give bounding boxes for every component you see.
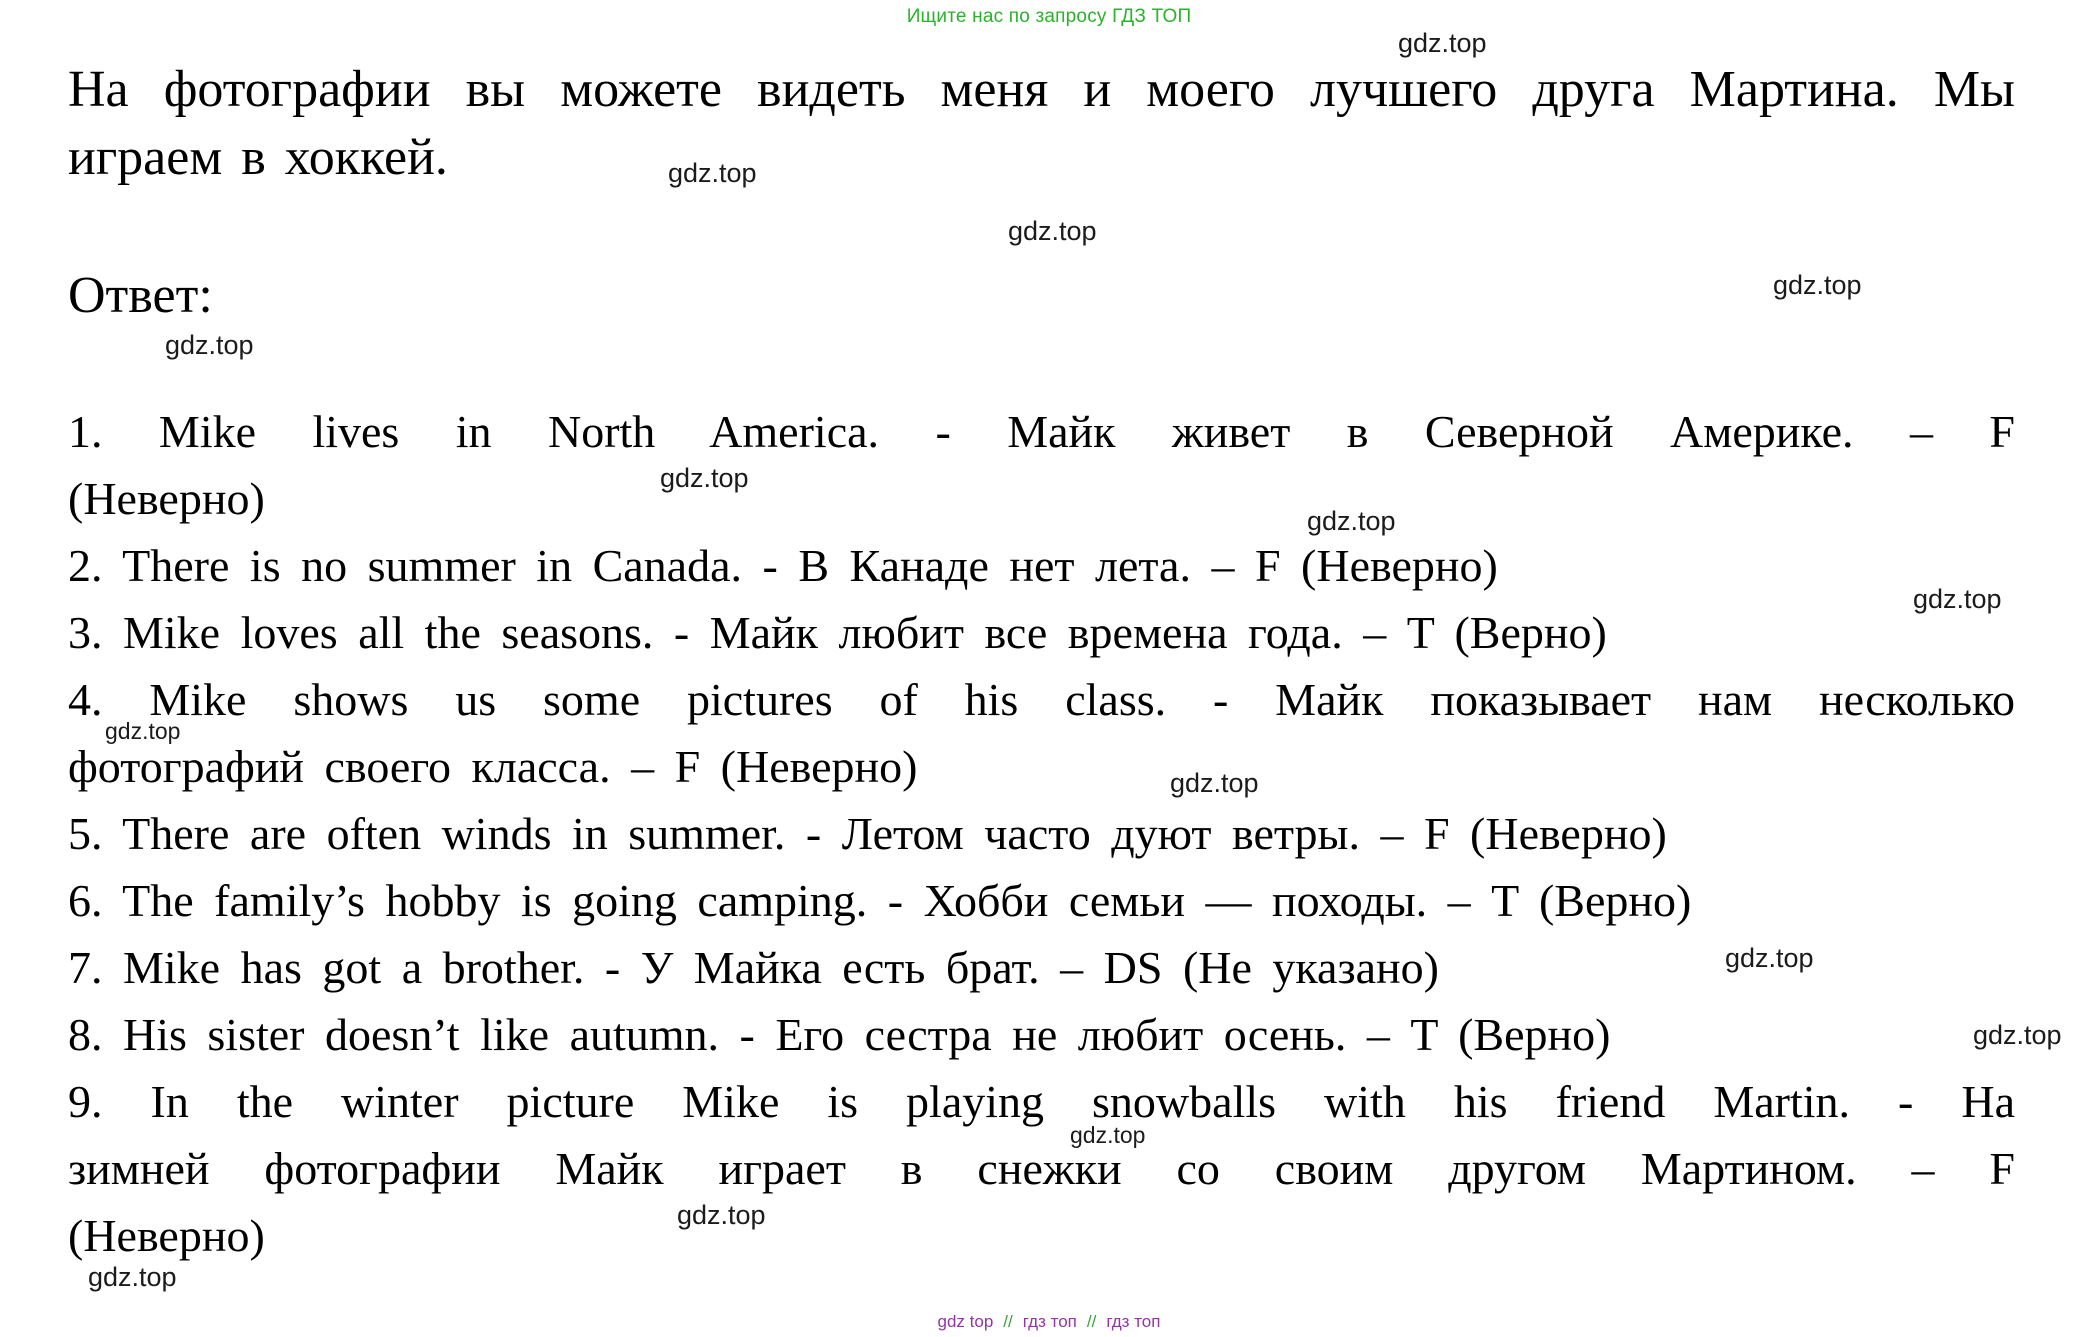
answer-line: зимней фотографии Майк играет в снежки со своим другом Мартином. – F: [68, 1143, 2015, 1194]
footer-token: гдз топ: [1106, 1312, 1161, 1331]
gdz-watermark: gdz.top: [88, 1262, 177, 1292]
gdz-watermark: gdz.top: [1008, 216, 1097, 246]
answer-line: 8. His sister doesn’t like autumn. - Его сестра не любит осень. – T (Верно): [68, 1009, 1611, 1060]
answer-line: 7. Mike has got a brother. - У Майка есть брат. – DS (Не указано): [68, 942, 1439, 993]
footer-token: gdz top: [937, 1312, 994, 1331]
gdz-watermark: gdz.top: [1307, 506, 1396, 536]
footer-watermark: [0, 1312, 2098, 1332]
footer-separator: //: [1003, 1312, 1013, 1331]
gdz-watermark: gdz.top: [1773, 270, 1862, 300]
footer-separator: //: [1086, 1312, 1097, 1331]
answer-line: 4. Mike shows us some pictures of his class. - Майк показывает нам несколько: [68, 674, 2015, 725]
answer-line: 6. The family’s hobby is going camping. - Хобби семьи — походы. – T (Верно): [68, 875, 1692, 926]
gdz-watermark: gdz.top: [1170, 768, 1259, 798]
gdz-watermark: gdz.top: [668, 158, 757, 188]
gdz-watermark: gdz.top: [1725, 943, 1814, 973]
intro-line-2: играем в хоккей.: [68, 129, 448, 186]
gdz-watermark: gdz.top: [1913, 584, 2002, 614]
gdz-watermark: gdz.top: [105, 718, 181, 744]
gdz-watermark: gdz.top: [677, 1200, 766, 1230]
answer-line: 2. There is no summer in Canada. - В Канаде нет лета. – F (Неверно): [68, 540, 1498, 591]
footer-token: гдз топ: [1022, 1312, 1077, 1331]
intro-line-1: На фотографии вы можете видеть меня и моего лучшего друга Мартина. Мы: [68, 61, 2015, 118]
answer-line: 9. In the winter picture Mike is playing snowballs with his friend Martin. - На: [68, 1076, 2015, 1127]
gdz-watermark: gdz.top: [1070, 1122, 1146, 1148]
answers-list: [68, 398, 2015, 1269]
gdz-watermark: gdz.top: [1398, 28, 1487, 58]
answer-line: 1. Mike lives in North America. - Майк живет в Северной Америке. – F: [68, 406, 2015, 457]
answer-line: 5. There are often winds in summer. - Летом часто дуют ветры. – F (Неверно): [68, 808, 1667, 859]
gdz-watermark: gdz.top: [660, 463, 749, 493]
gdz-watermark: gdz.top: [165, 330, 254, 360]
answer-line: фотографий своего класса. – F (Неверно): [68, 741, 918, 792]
gdz-watermark: gdz.top: [1973, 1020, 2062, 1050]
answer-heading: Ответ:: [68, 267, 213, 324]
answer-line: (Неверно): [68, 1210, 265, 1261]
answer-line: (Неверно): [68, 473, 265, 524]
intro-paragraph: [68, 56, 2015, 192]
answer-line: 3. Mike loves all the seasons. - Майк любит все времена года. – T (Верно): [68, 607, 1607, 658]
site-search-hint: Ищите нас по запросу ГДЗ ТОП: [906, 6, 1192, 27]
